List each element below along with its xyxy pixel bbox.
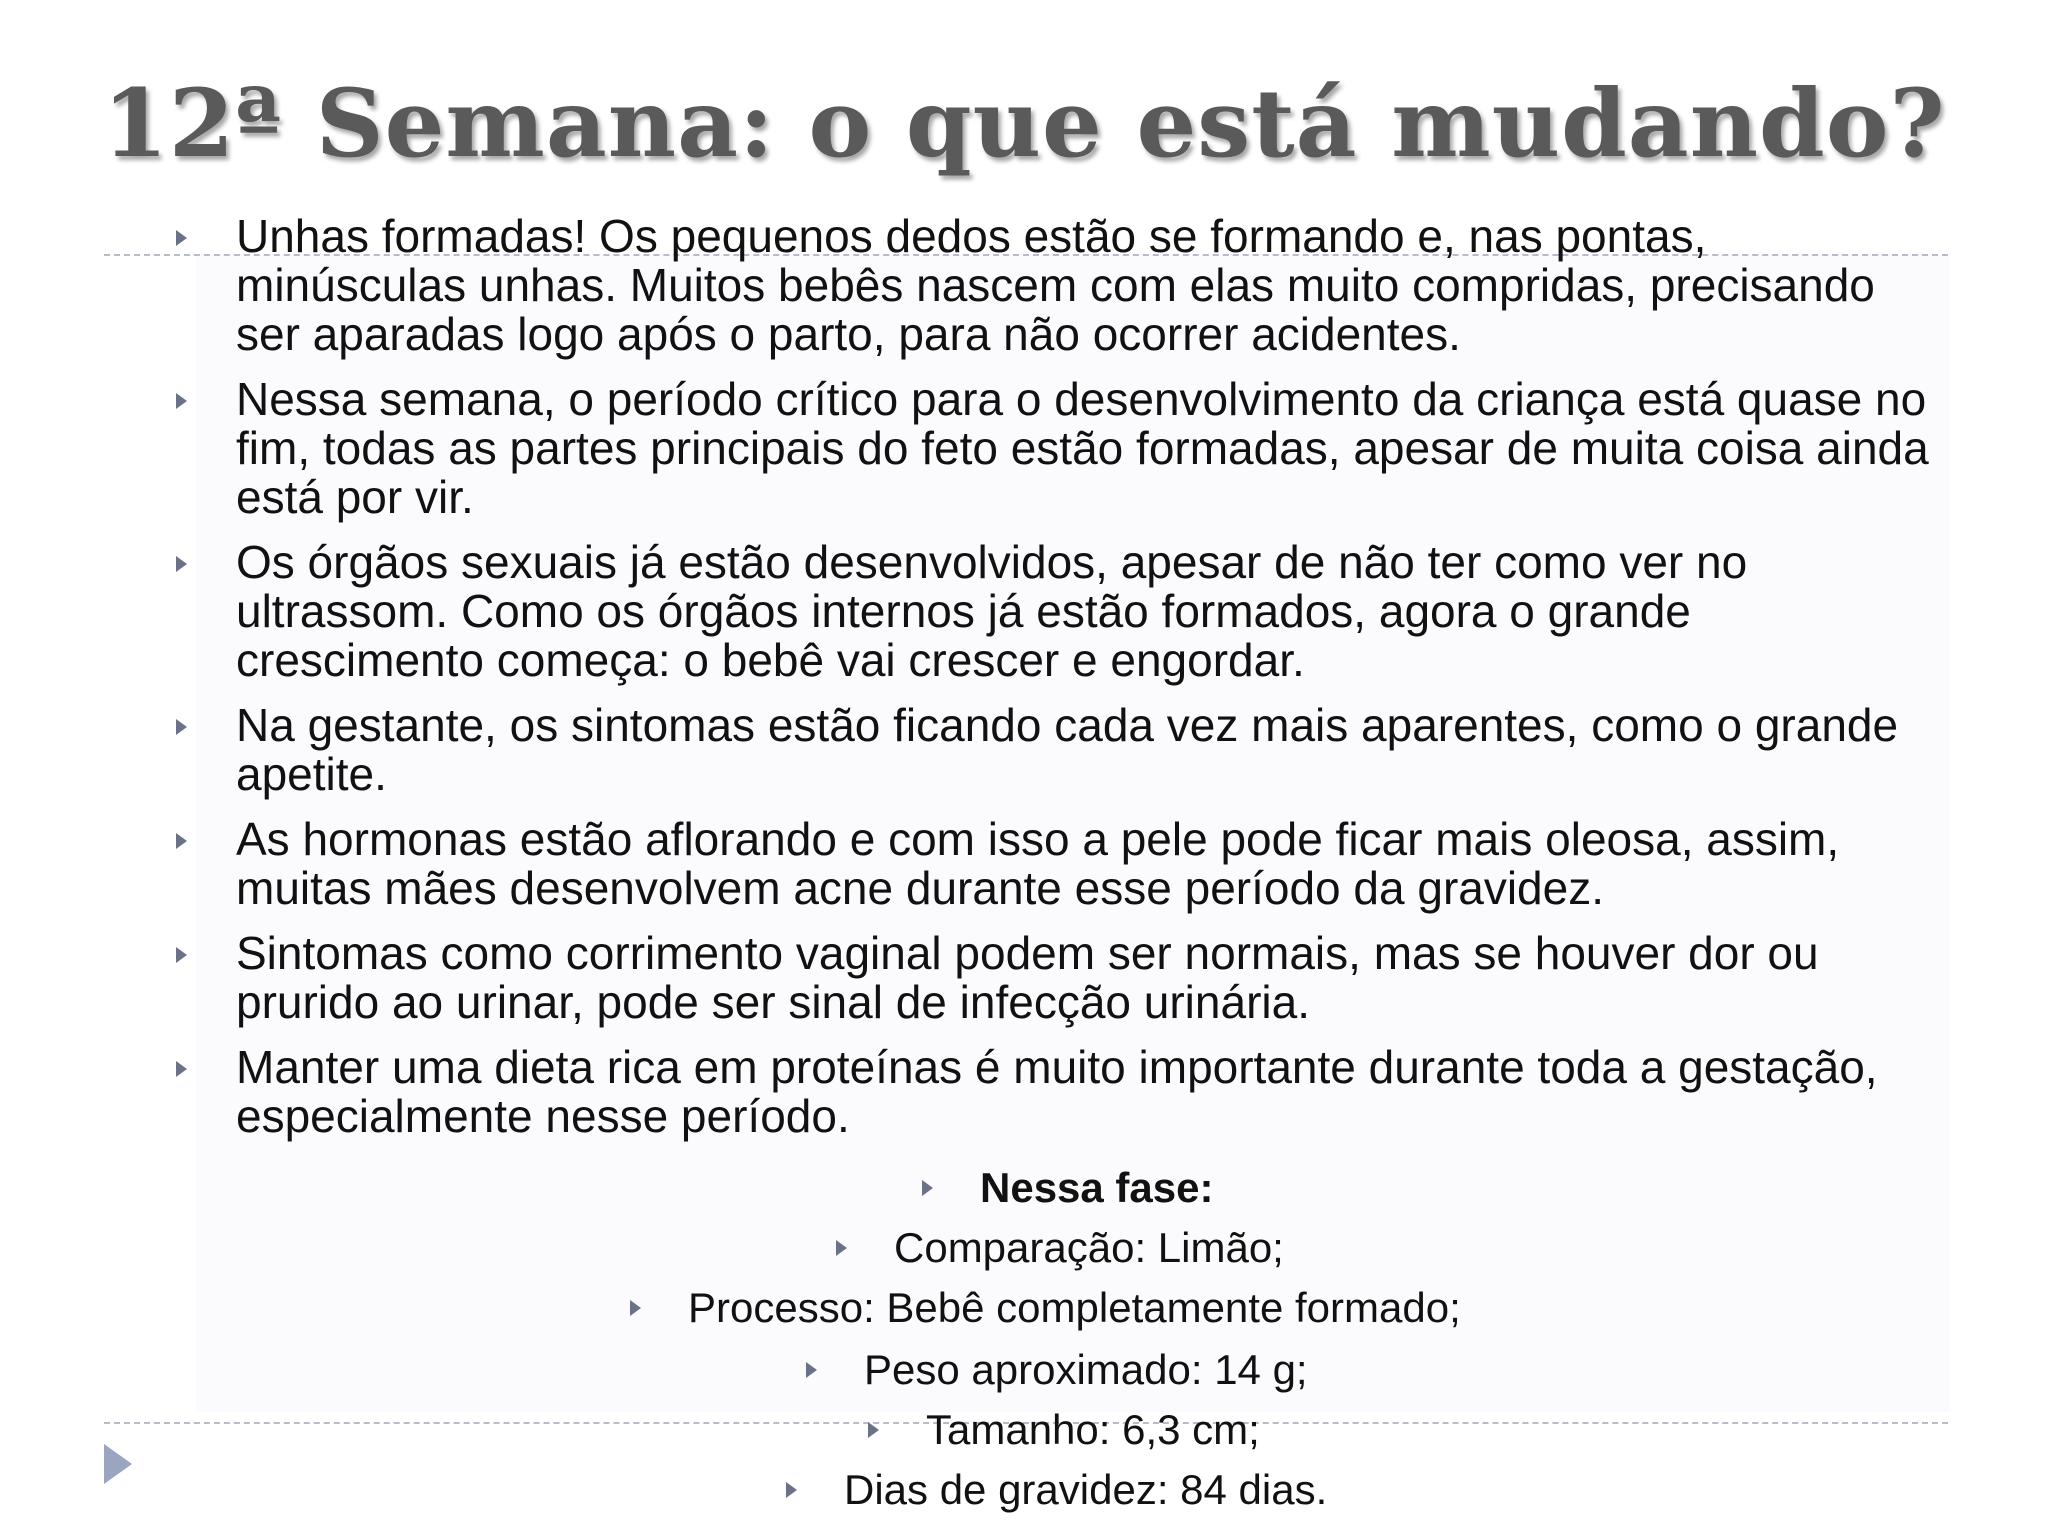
phase-item	[0, 1400, 2048, 1460]
bullet-item	[166, 701, 1946, 799]
bullet-item	[166, 538, 1946, 685]
triangle-right-icon	[868, 1422, 879, 1438]
triangle-right-icon	[630, 1300, 641, 1316]
phase-item	[0, 1218, 2048, 1278]
slide-title: 12ª Semana: o que está mudando?	[102, 69, 1946, 179]
triangle-right-icon	[836, 1240, 847, 1256]
bullet-text: Sintomas como corrimento vaginal podem ser normais, mas se houver dor ou prurido ao urinar, pode ser sinal de infecção urinária.	[236, 927, 1819, 1028]
triangle-right-icon	[176, 719, 187, 735]
bullet-text: Unhas formadas! Os pequenos dedos estão se formando e, nas pontas, minúsculas unhas. Muitos bebês nascem com elas muito compridas, precisando ser aparadas logo após o parto, para não ocorrer acidentes.	[236, 210, 1875, 360]
slide-arrow-icon	[104, 1444, 132, 1484]
triangle-right-icon	[176, 393, 187, 409]
bullet-item	[166, 815, 1946, 913]
phase-item-text: Peso aproximado: 14 g;	[864, 1346, 1308, 1393]
bullet-item	[166, 1043, 1946, 1141]
bullet-list	[166, 212, 1946, 1157]
bullet-text: As hormonas estão aflorando e com isso a pele pode ficar mais oleosa, assim, muitas mães desenvolvem acne durante esse período da gravidez.	[236, 813, 1840, 914]
bullet-item	[166, 375, 1946, 522]
bullet-text: Manter uma dieta rica em proteínas é muito importante durante toda a gestação, especialmente nesse período.	[236, 1041, 1878, 1142]
bullet-text: Nessa semana, o período crítico para o desenvolvimento da criança está quase no fim, todas as partes principais do feto estão formadas, apesar de muita coisa ainda está por vir.	[236, 373, 1929, 523]
triangle-right-icon	[176, 1061, 187, 1077]
phase-item-text: Tamanho: 6,3 cm;	[926, 1406, 1260, 1453]
phase-item	[0, 1340, 2048, 1400]
triangle-right-icon	[176, 833, 187, 849]
triangle-right-icon	[786, 1482, 797, 1498]
bullet-item	[166, 212, 1946, 359]
phase-item	[0, 1460, 2048, 1520]
phase-item	[0, 1278, 2048, 1338]
triangle-right-icon	[806, 1362, 817, 1378]
phase-item-text: Dias de gravidez: 84 dias.	[844, 1466, 1328, 1513]
bullet-text: Na gestante, os sintomas estão ficando cada vez mais aparentes, como o grande apetite.	[236, 699, 1899, 800]
phase-item-text: Processo: Bebê completamente formado;	[688, 1284, 1461, 1331]
phase-heading: Nessa fase:	[980, 1164, 1214, 1211]
triangle-right-icon	[922, 1180, 933, 1196]
bullet-text: Os órgãos sexuais já estão desenvolvidos, apesar de não ter como ver no ultrassom. Como os órgãos internos já estão formados, agora o grande crescimento começa: o bebê vai crescer e engordar.	[236, 536, 1748, 686]
phase-heading-row	[0, 1158, 2048, 1218]
triangle-right-icon	[176, 230, 187, 246]
triangle-right-icon	[176, 556, 187, 572]
bullet-item	[166, 929, 1946, 1027]
phase-item-text: Comparação: Limão;	[894, 1224, 1284, 1271]
triangle-right-icon	[176, 947, 187, 963]
